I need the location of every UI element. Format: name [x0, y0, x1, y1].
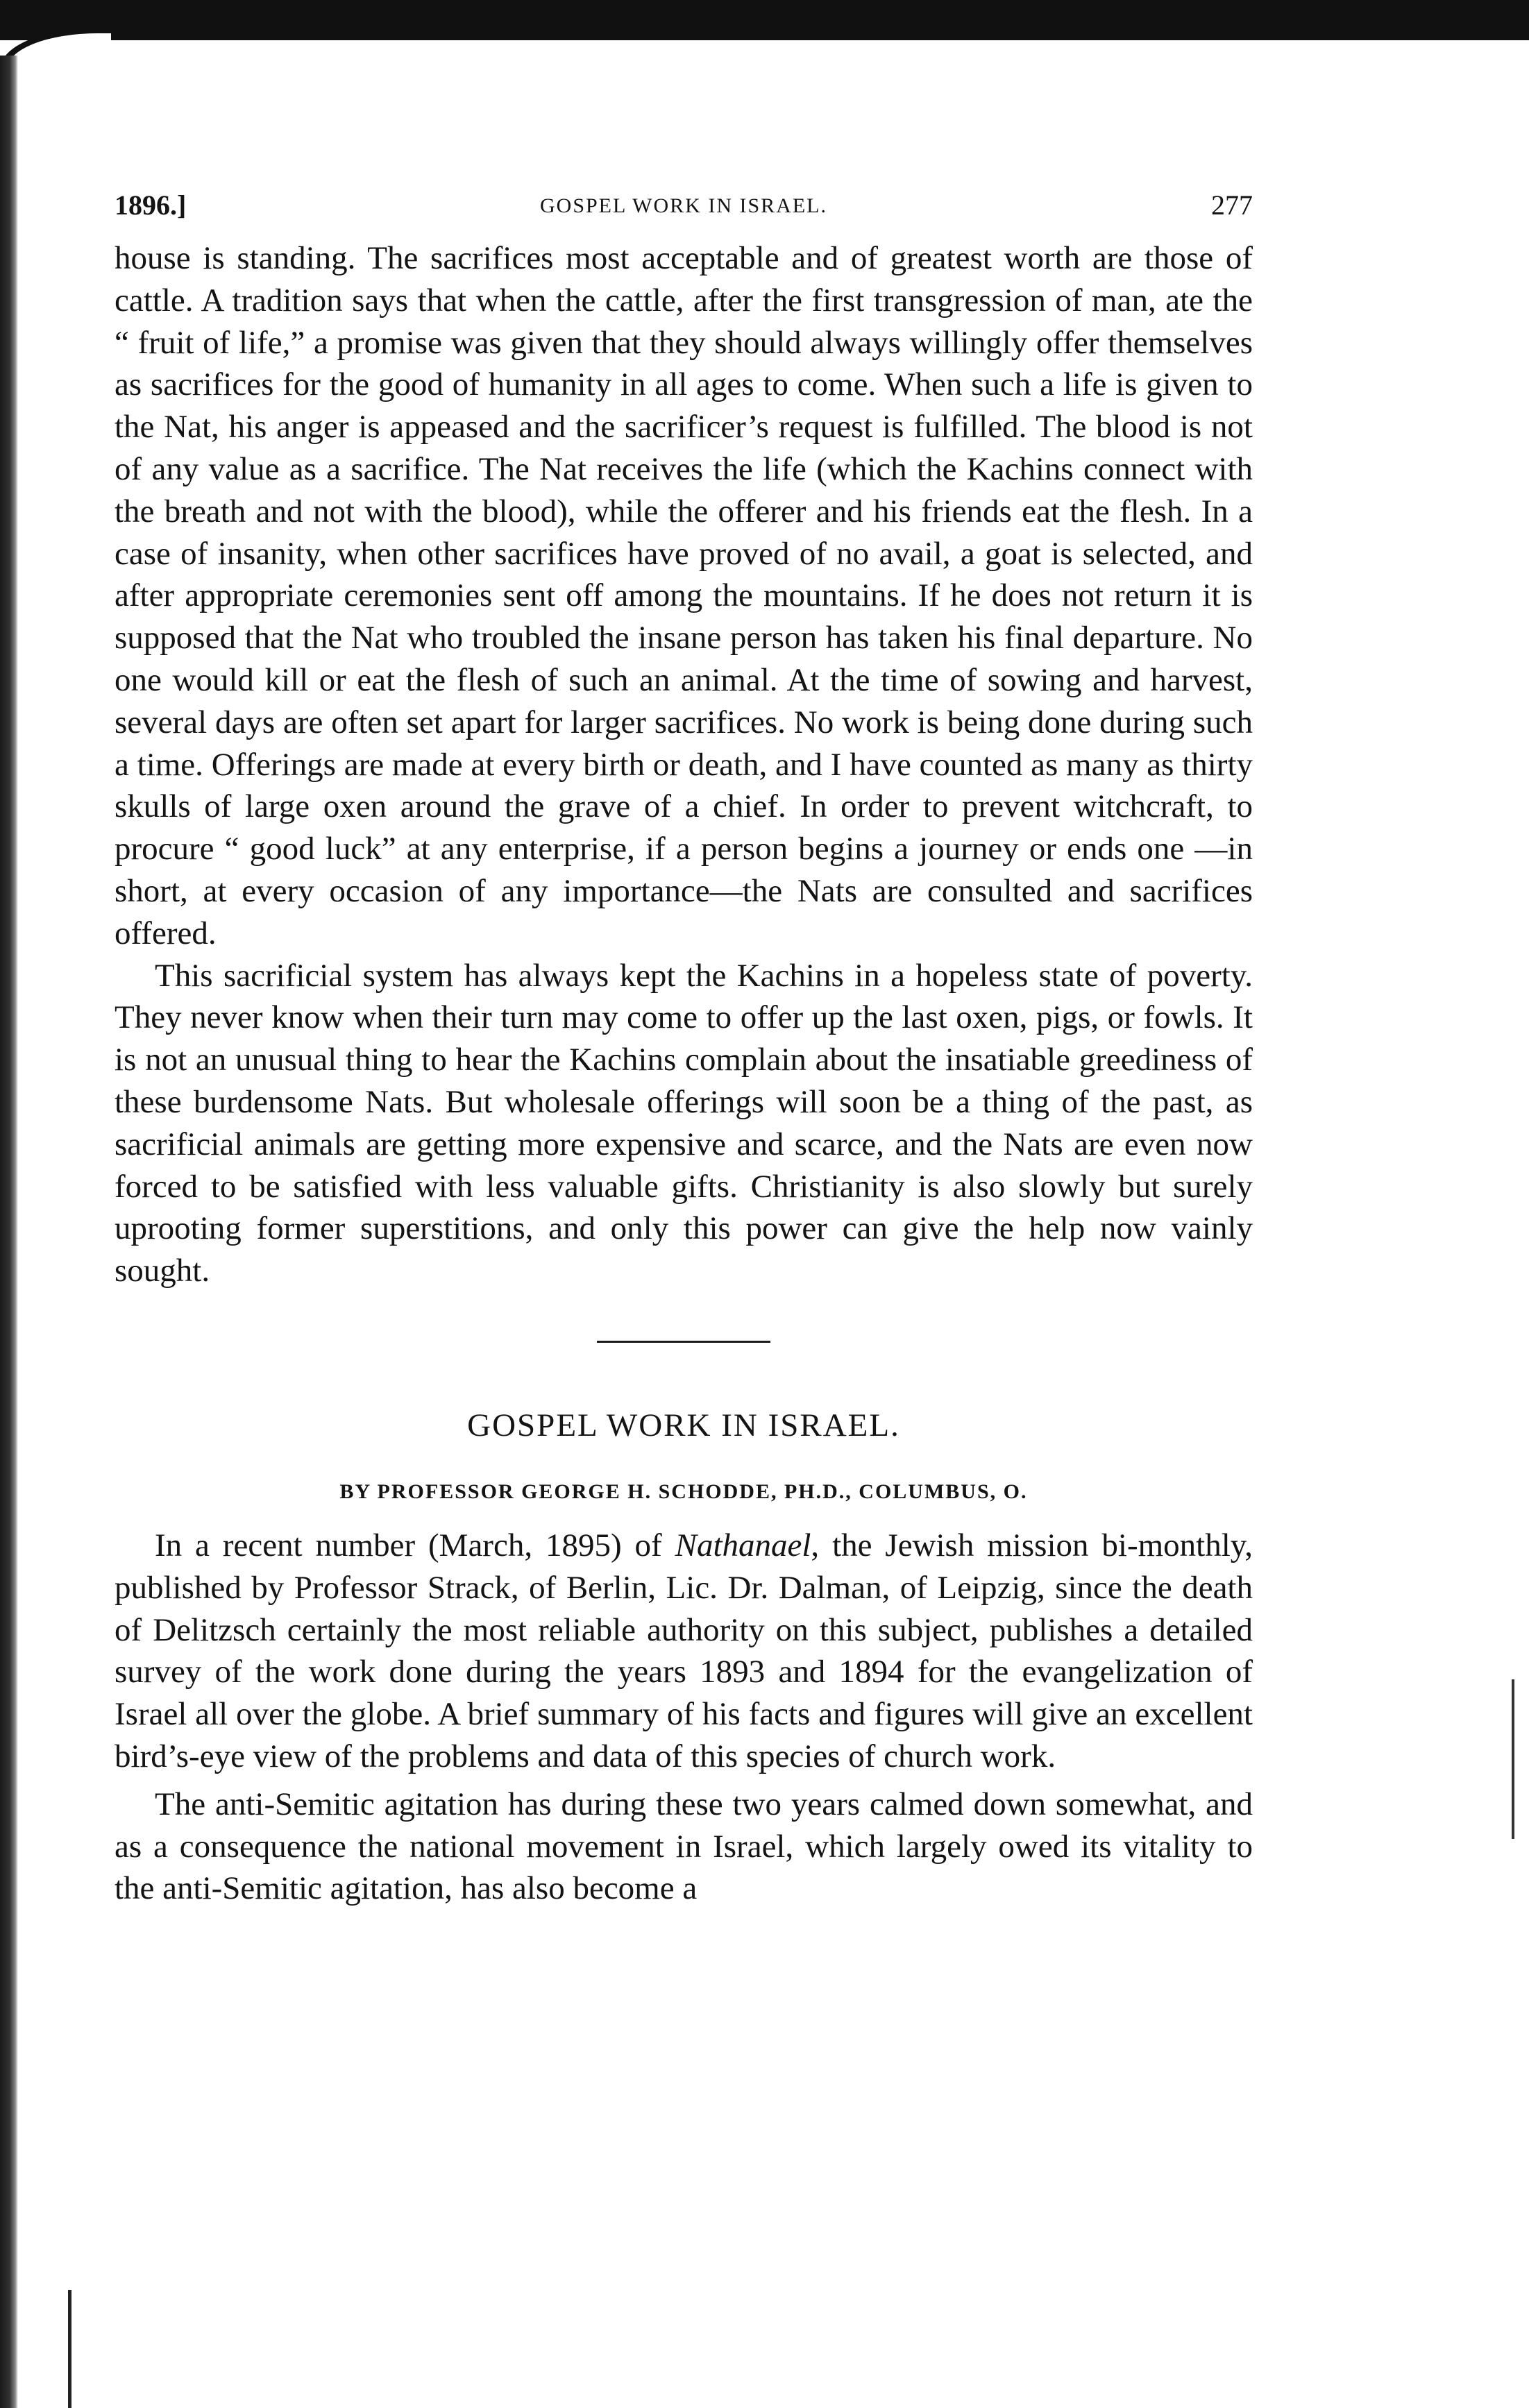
- article-paragraph-2: The anti-Semitic agitation has during these two years calmed down somewhat, and as a consequence the national movement in Israel, which largely owed its vitality to the anti-Semitic agitation, has also become a: [115, 1786, 1253, 1907]
- running-head: [115, 189, 1253, 230]
- scan-border-left: [0, 56, 18, 2408]
- section-divider: [597, 1341, 770, 1343]
- article-p1-lead: In a recent number (March, 1895) of: [155, 1527, 675, 1563]
- scan-border-top: [0, 0, 1529, 40]
- journal-title: Nathanael: [675, 1527, 811, 1563]
- article-byline: BY PROFESSOR GEORGE H. SCHODDE, PH.D., COLUMBUS, O.: [339, 1479, 1028, 1503]
- article-paragraph-1: [115, 1525, 1253, 1778]
- article-title: GOSPEL WORK IN ISRAEL.: [467, 1407, 900, 1443]
- scan-mark-left: [68, 2290, 71, 2408]
- running-head-title: GOSPEL WORK IN ISRAEL.: [539, 194, 827, 217]
- continued-paragraph-2: This sacrificial system has always kept the Kachins in a hopeless state of poverty. They never know when their turn may come to offer up the last oxen, pigs, or fowls. It is not an unusual thing to hear the Kachins complain about the insatiable greediness of these burdensome Nats. But wholesale offerings will soon be a thing of the past, as sacrificial animals are getting more expensive and scarce, and the Nats are even now forced to be satisfied with less valuable gifts. Christianity is also slowly but surely uprooting former superstitions, and only this power can give the help now vainly sought.: [115, 957, 1253, 1289]
- continued-paragraph-1: house is standing. The sacrifices most acceptable and of greatest worth are those of cattle. A tradition says that when the cattle, after the first transgression of man, ate the “ fruit of life,” a promise was given that they should always willingly offer themselves as sacrifices for the good of humanity in all ages to come. When such a life is given to the Nat, his anger is appeased and the sacrificer’s request is fulfilled. The blood is not of any value as a sacrifice. The Nat receives the life (which the Kachins connect with the breath and not with the blood), while the offerer and his friends eat the flesh. In a case of insanity, when other sacrifices have proved of no avail, a goat is selected, and after appropriate ceremonies sent off among the mountains. If he does not return it is supposed that the Nat who troubled the insane person has taken his final departure. No one would kill or eat the flesh of such an animal. At the time of sowing and harvest, several days are often set apart for larger sacrifices. No work is being done during such a time. Offerings are made at every birth or death, and I have counted as many as thirty skulls of large oxen around the grave of a chief. In order to prevent witchcraft, to procure “ good luck” at any enterprise, if a person begins a journey or ends one —in short, at every occasion of any importance—the Nats are consulted and sacrifices offered.: [115, 240, 1253, 951]
- page: [115, 189, 1253, 1910]
- running-head-year: 1896.]: [115, 189, 187, 221]
- page-number: 277: [1211, 189, 1253, 221]
- scan-mark-right: [1512, 1679, 1514, 1839]
- article-p1-rest: , the Jewish mission bi-monthly, published by Professor Strack, of Berlin, Lic. Dr. Dalman, of Leipzig, since the death of Delitzsch certainly the most reliable authority on this subject, publishes a detailed survey of the work done during the years 1893 and 1894 for the evangelization of Israel all over the globe. A brief summary of his facts and figures will give an excellent bird’s-eye view of the problems and data of this species of church work.: [115, 1527, 1253, 1774]
